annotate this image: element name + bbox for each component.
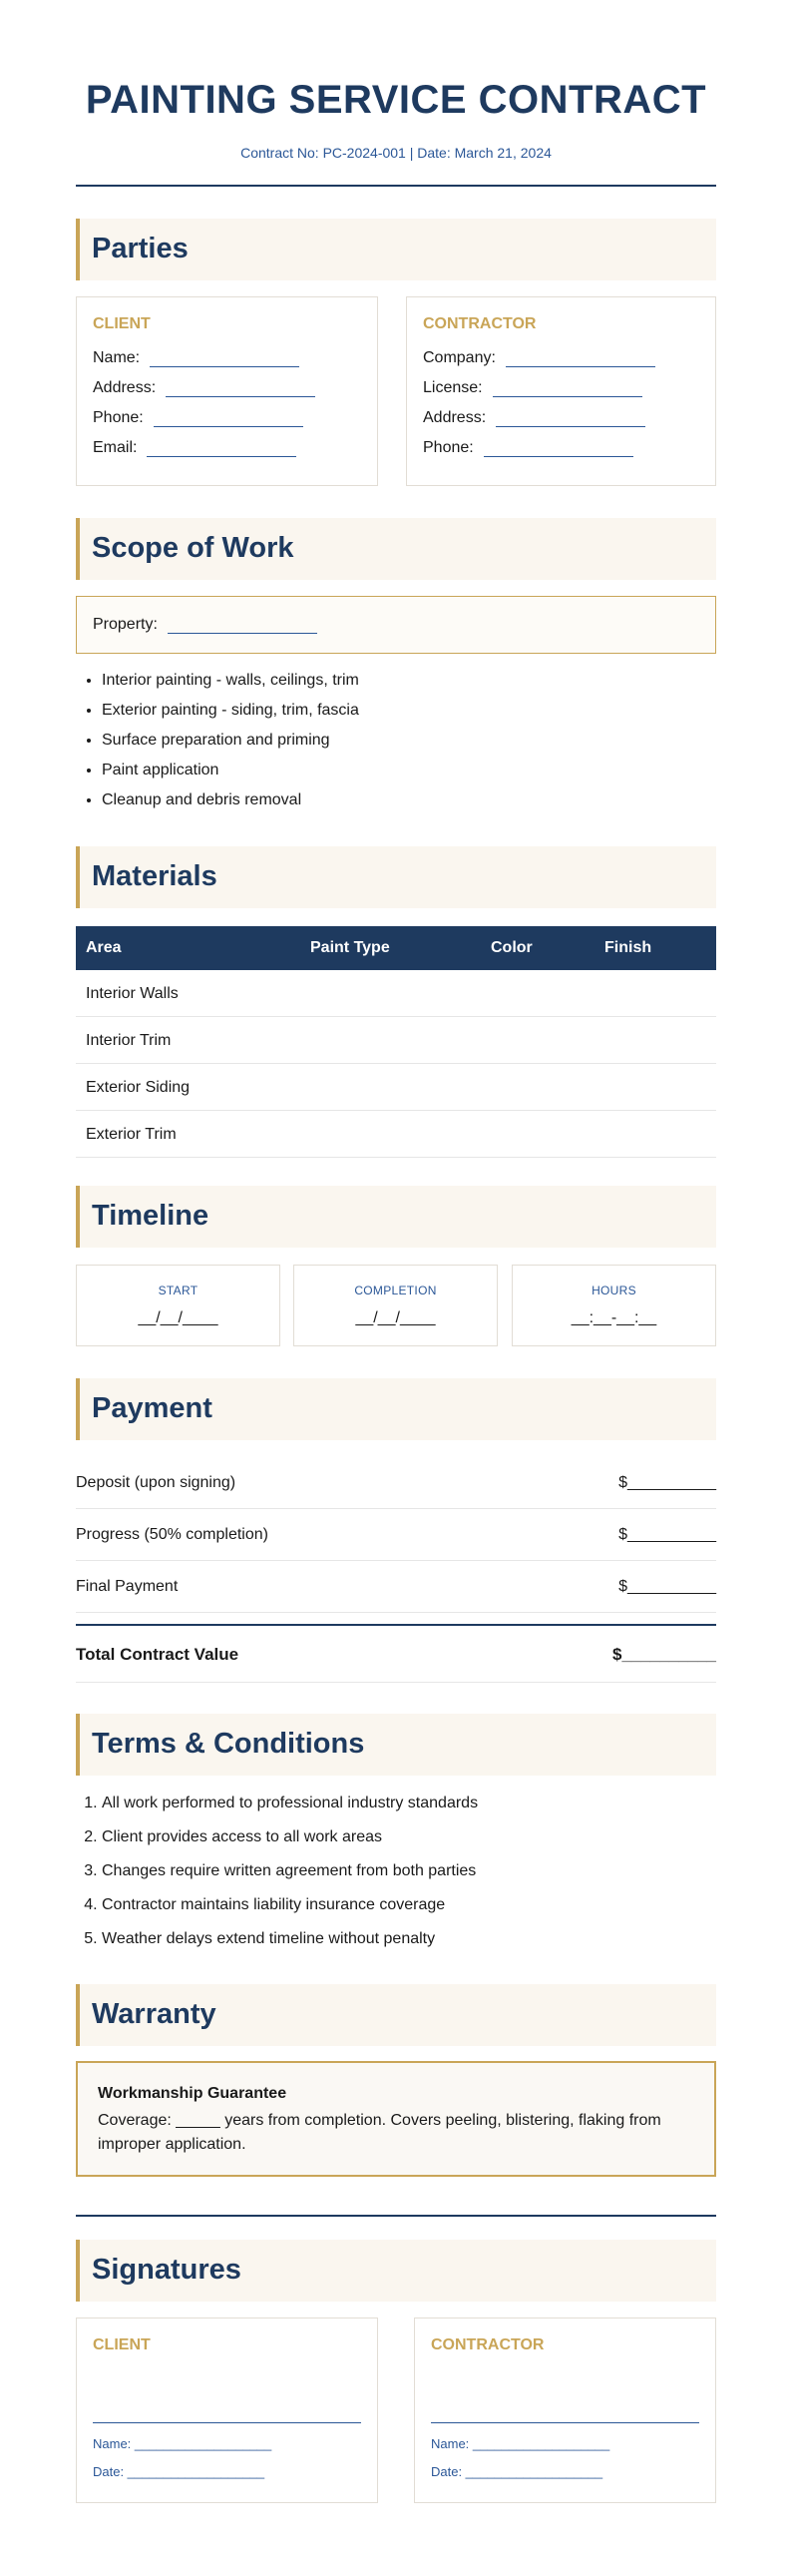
input-line[interactable] [493, 382, 642, 397]
table-header-row [76, 926, 716, 970]
input-line[interactable] [484, 442, 633, 457]
contractor-signature-title: CONTRACTOR [431, 2336, 545, 2353]
client-box-title: CLIENT [93, 315, 151, 332]
payment-total-label: Total Contract Value [76, 1645, 239, 1664]
payment-row [76, 1508, 716, 1561]
input-line[interactable] [166, 382, 315, 397]
list-item: 5. Weather delays extend timeline without penalty [102, 1922, 742, 1956]
list-item: • Cleanup and debris removal [102, 785, 742, 815]
payment-total-amount[interactable]: $__________ [611, 1645, 716, 1664]
scope-list [76, 666, 742, 815]
section-title: Warranty [92, 1998, 216, 2030]
signature-date-field[interactable]: Date: ___________________ [93, 2464, 265, 2479]
signature-line[interactable] [431, 2422, 699, 2423]
warranty-title: Workmanship Guarantee [98, 2085, 287, 2102]
client-box [76, 296, 378, 486]
contractor-phone-field[interactable]: Phone: [423, 439, 633, 457]
table-row [76, 1064, 716, 1111]
table-cell: Interior Trim [86, 1032, 172, 1049]
column-header-area: Area [86, 939, 122, 956]
contractor-box [406, 296, 716, 486]
client-signature-box [76, 2318, 378, 2503]
payment-label: Progress (50% completion) [76, 1526, 268, 1543]
list-item: 4. Contractor maintains liability insurance coverage [102, 1888, 742, 1922]
warranty-text: Coverage: _____ years from completion. Covers peeling, blistering, flaking from improper application. [98, 2112, 661, 2153]
timeline-start-value: __/__/____ [138, 1309, 218, 1326]
input-line[interactable] [150, 352, 299, 367]
section-header-scope [76, 518, 716, 580]
signature-date-field[interactable]: Date: ___________________ [431, 2464, 603, 2479]
signature-line[interactable] [93, 2422, 361, 2423]
page-title: PAINTING SERVICE CONTRACT [85, 78, 707, 122]
timeline-completion-box[interactable] [293, 1265, 498, 1346]
timeline-completion-value: __/__/____ [355, 1309, 436, 1326]
section-title: Signatures [92, 2254, 241, 2286]
column-header-paint-type: Paint Type [310, 939, 390, 956]
contractor-signature-box [414, 2318, 716, 2503]
section-title: Parties [92, 233, 189, 264]
payment-amount[interactable]: $__________ [618, 1578, 716, 1595]
client-phone-field[interactable]: Phone: [93, 409, 303, 427]
materials-table [76, 926, 716, 1158]
payment-label: Final Payment [76, 1578, 179, 1595]
list-item: • Exterior painting - siding, trim, fascia [102, 696, 742, 726]
section-title: Materials [92, 860, 217, 892]
table-cell: Exterior Trim [86, 1126, 177, 1143]
section-title: Terms & Conditions [92, 1728, 365, 1760]
list-item: 1. All work performed to professional industry standards [102, 1787, 742, 1820]
section-title: Payment [92, 1392, 212, 1424]
payment-label: Deposit (upon signing) [76, 1474, 236, 1491]
input-line[interactable] [147, 442, 296, 457]
column-header-color: Color [491, 939, 533, 956]
timeline-hours-box[interactable] [512, 1265, 716, 1346]
table-row [76, 1017, 716, 1064]
timeline-completion-label: COMPLETION [354, 1284, 437, 1297]
timeline-start-label: START [158, 1284, 198, 1297]
terms-list [76, 1787, 742, 1956]
list-item: 3. Changes require written agreement from both parties [102, 1854, 742, 1888]
payment-amount[interactable]: $__________ [618, 1474, 716, 1491]
input-line[interactable] [154, 412, 303, 427]
client-address-field[interactable]: Address: [93, 379, 315, 397]
payment-total-row [76, 1624, 716, 1683]
section-header-terms [76, 1714, 716, 1776]
contractor-box-title: CONTRACTOR [423, 315, 537, 332]
contractor-address-field[interactable]: Address: [423, 409, 645, 427]
property-box [76, 596, 716, 654]
section-header-payment [76, 1378, 716, 1440]
column-header-finish: Finish [604, 939, 652, 956]
section-header-materials [76, 846, 716, 908]
contractor-company-field[interactable]: Company: [423, 349, 655, 367]
list-item: • Surface preparation and priming [102, 726, 742, 756]
section-title: Timeline [92, 1200, 209, 1232]
timeline-hours-value: __:__-__:__ [571, 1309, 657, 1326]
client-name-field[interactable]: Name: [93, 349, 299, 367]
header-divider [76, 185, 716, 187]
table-cell: Exterior Siding [86, 1079, 191, 1096]
property-field[interactable]: Property: [93, 616, 317, 634]
contract-subtitle: Contract No: PC-2024-001 | Date: March 21, 2024 [240, 145, 552, 161]
signature-name-field[interactable]: Name: ___________________ [431, 2436, 610, 2451]
input-line[interactable] [506, 352, 655, 367]
payment-row [76, 1456, 716, 1509]
list-item: • Interior painting - walls, ceilings, trim [102, 666, 742, 696]
timeline-hours-label: HOURS [592, 1284, 636, 1297]
payment-row [76, 1560, 716, 1613]
client-signature-title: CLIENT [93, 2336, 151, 2353]
section-title: Scope of Work [92, 532, 294, 564]
client-email-field[interactable]: Email: [93, 439, 296, 457]
warranty-box [76, 2061, 716, 2177]
table-cell: Interior Walls [86, 985, 179, 1002]
list-item: • Paint application [102, 756, 742, 785]
timeline-start-box[interactable] [76, 1265, 280, 1346]
section-header-signatures [76, 2240, 716, 2302]
section-header-warranty [76, 1984, 716, 2046]
signature-name-field[interactable]: Name: ___________________ [93, 2436, 272, 2451]
payment-amount[interactable]: $__________ [618, 1526, 716, 1543]
signature-divider [76, 2215, 716, 2217]
section-header-parties [76, 219, 716, 280]
section-header-timeline [76, 1186, 716, 1248]
input-line[interactable] [496, 412, 645, 427]
list-item: 2. Client provides access to all work areas [102, 1820, 742, 1854]
table-row [76, 1111, 716, 1158]
contractor-license-field[interactable]: License: [423, 379, 642, 397]
table-row [76, 970, 716, 1017]
input-line[interactable] [168, 619, 317, 634]
